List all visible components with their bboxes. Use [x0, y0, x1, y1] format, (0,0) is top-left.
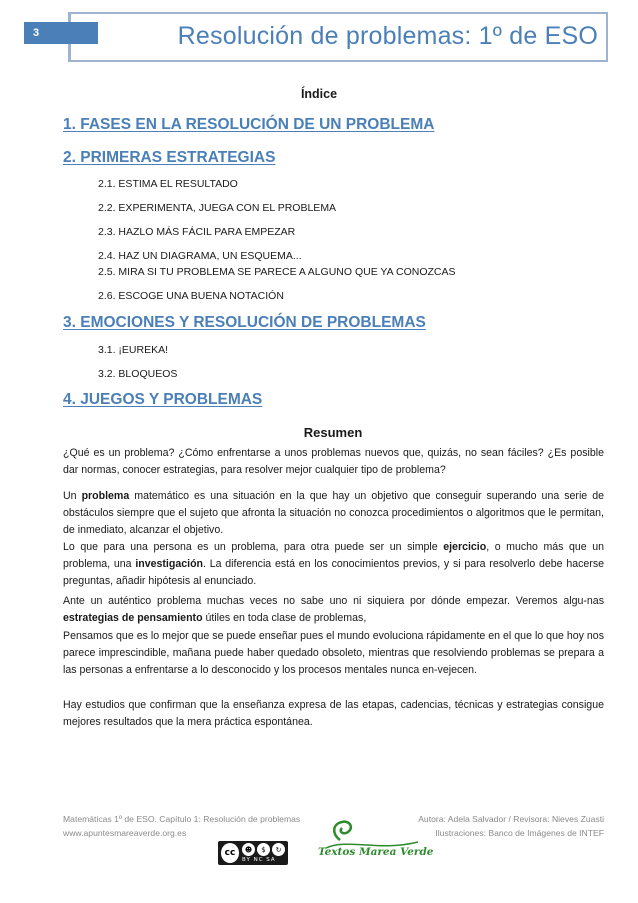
- summary-heading: Resumen: [303, 425, 363, 440]
- nc-icon: $: [257, 843, 270, 856]
- by-icon: ☻: [242, 843, 255, 856]
- term-ejercicio: ejercicio: [443, 541, 487, 553]
- footer-authors: Autora: Adela Salvador / Revisora: Nieves Zuasti: [418, 814, 604, 824]
- page-title: Resolución de problemas: 1º de ESO: [177, 22, 598, 50]
- summary-paragraph-4: Ante un auténtico problema muchas veces no sabe uno ni siquiera por dónde empezar. Veremos algu-nas estrategias de pensamiento útiles en toda clase de problemas,: [63, 595, 604, 624]
- toc-item-3-2[interactable]: 3.2. BLOQUEOS: [98, 368, 178, 380]
- toc-section-4[interactable]: 4. JUEGOS Y PROBLEMAS: [63, 391, 263, 408]
- summary-paragraph-5: Pensamos que es lo mejor que se puede enseñar pues el mundo evoluciona rápidamente en el que lo que hoy nos parece imprescindible, mañana puede haber quedado obsoleto, mientras que resolviendo problemas se prepara a las personas a enfrentarse a lo desconocido y los procesos mentales nunca en-vejecen.: [63, 630, 604, 676]
- summary-paragraph-6: Hay estudios que confirman que la enseñanza expresa de las etapas, cadencias, técnicas y estrategias consigue mejores resultados que la mera práctica espontánea.: [63, 699, 604, 728]
- toc-item-2-6[interactable]: 2.6. ESCOGE UNA BUENA NOTACIÓN: [98, 290, 284, 302]
- toc-section-2[interactable]: 2. PRIMERAS ESTRATEGIAS: [63, 149, 276, 166]
- toc-item-3-1[interactable]: 3.1. ¡EUREKA!: [98, 344, 169, 356]
- toc-section-1[interactable]: 1. FASES EN LA RESOLUCIÓN DE UN PROBLEMA: [63, 116, 435, 133]
- footer-website[interactable]: www.apuntesmareaverde.org.es: [63, 828, 187, 838]
- marea-verde-logo: [318, 818, 434, 868]
- term-problema: problema: [81, 490, 130, 502]
- summary-paragraph-3: Lo que para una persona es un problema, para otra puede ser un simple ejercicio, o mucho más que un problema, una investigación. La diferencia está en los conocimientos previos, y si para resolverlo debe hacerse preguntas, añadir hipótesis al enunciado.: [63, 541, 605, 587]
- toc-item-2-3[interactable]: 2.3. HAZLO MÁS FÁCIL PARA EMPEZAR: [98, 226, 296, 238]
- logo-wave-icon: [318, 818, 428, 868]
- cc-icon: cc: [221, 843, 239, 863]
- index-heading: Índice: [300, 87, 338, 101]
- creative-commons-badge[interactable]: [218, 841, 288, 865]
- summary-paragraph-1: ¿Qué es un problema? ¿Cómo enfrentarse a unos problemas nuevos que, quizás, no sean fáciles? ¿Es posible dar normas, conocer estrategias, para resolver mejor cualquier tipo de problema?: [63, 447, 604, 476]
- footer-illustrations: Ilustraciones: Banco de Imágenes de INTEF: [435, 828, 604, 838]
- toc-item-2-4[interactable]: 2.4. HAZ UN DIAGRAMA, UN ESQUEMA...: [98, 250, 302, 262]
- summary-paragraph-2: Un problema matemático es una situación en la que hay un objetivo que conseguir superando una serie de obstáculos siempre que el sujeto que afronta la situación no conozca procedimientos o algoritmos que le permitan, de inmediato, alcanzar el objetivo.: [63, 490, 604, 536]
- page-number: 3: [24, 22, 60, 44]
- license-terms: BY NC SA: [242, 857, 276, 863]
- toc-item-2-5[interactable]: 2.5. MIRA SI TU PROBLEMA SE PARECE A ALGUNO QUE YA CONOZCAS: [98, 266, 456, 278]
- toc-section-3[interactable]: 3. EMOCIONES Y RESOLUCIÓN DE PROBLEMAS: [63, 314, 426, 331]
- footer-course: Matemáticas 1º de ESO. Capítulo 1: Resolución de problemas: [63, 814, 301, 824]
- term-investigacion: investigación: [135, 558, 204, 570]
- logo-text: Textos Marea Verde: [318, 846, 434, 858]
- sa-icon: ↻: [272, 843, 285, 856]
- term-estrategias: estrategias de pensamiento: [63, 612, 203, 624]
- toc-item-2-2[interactable]: 2.2. EXPERIMENTA, JUEGA CON EL PROBLEMA: [98, 202, 337, 214]
- title-accent-bar: [60, 22, 98, 44]
- toc-item-2-1[interactable]: 2.1. ESTIMA EL RESULTADO: [98, 178, 238, 190]
